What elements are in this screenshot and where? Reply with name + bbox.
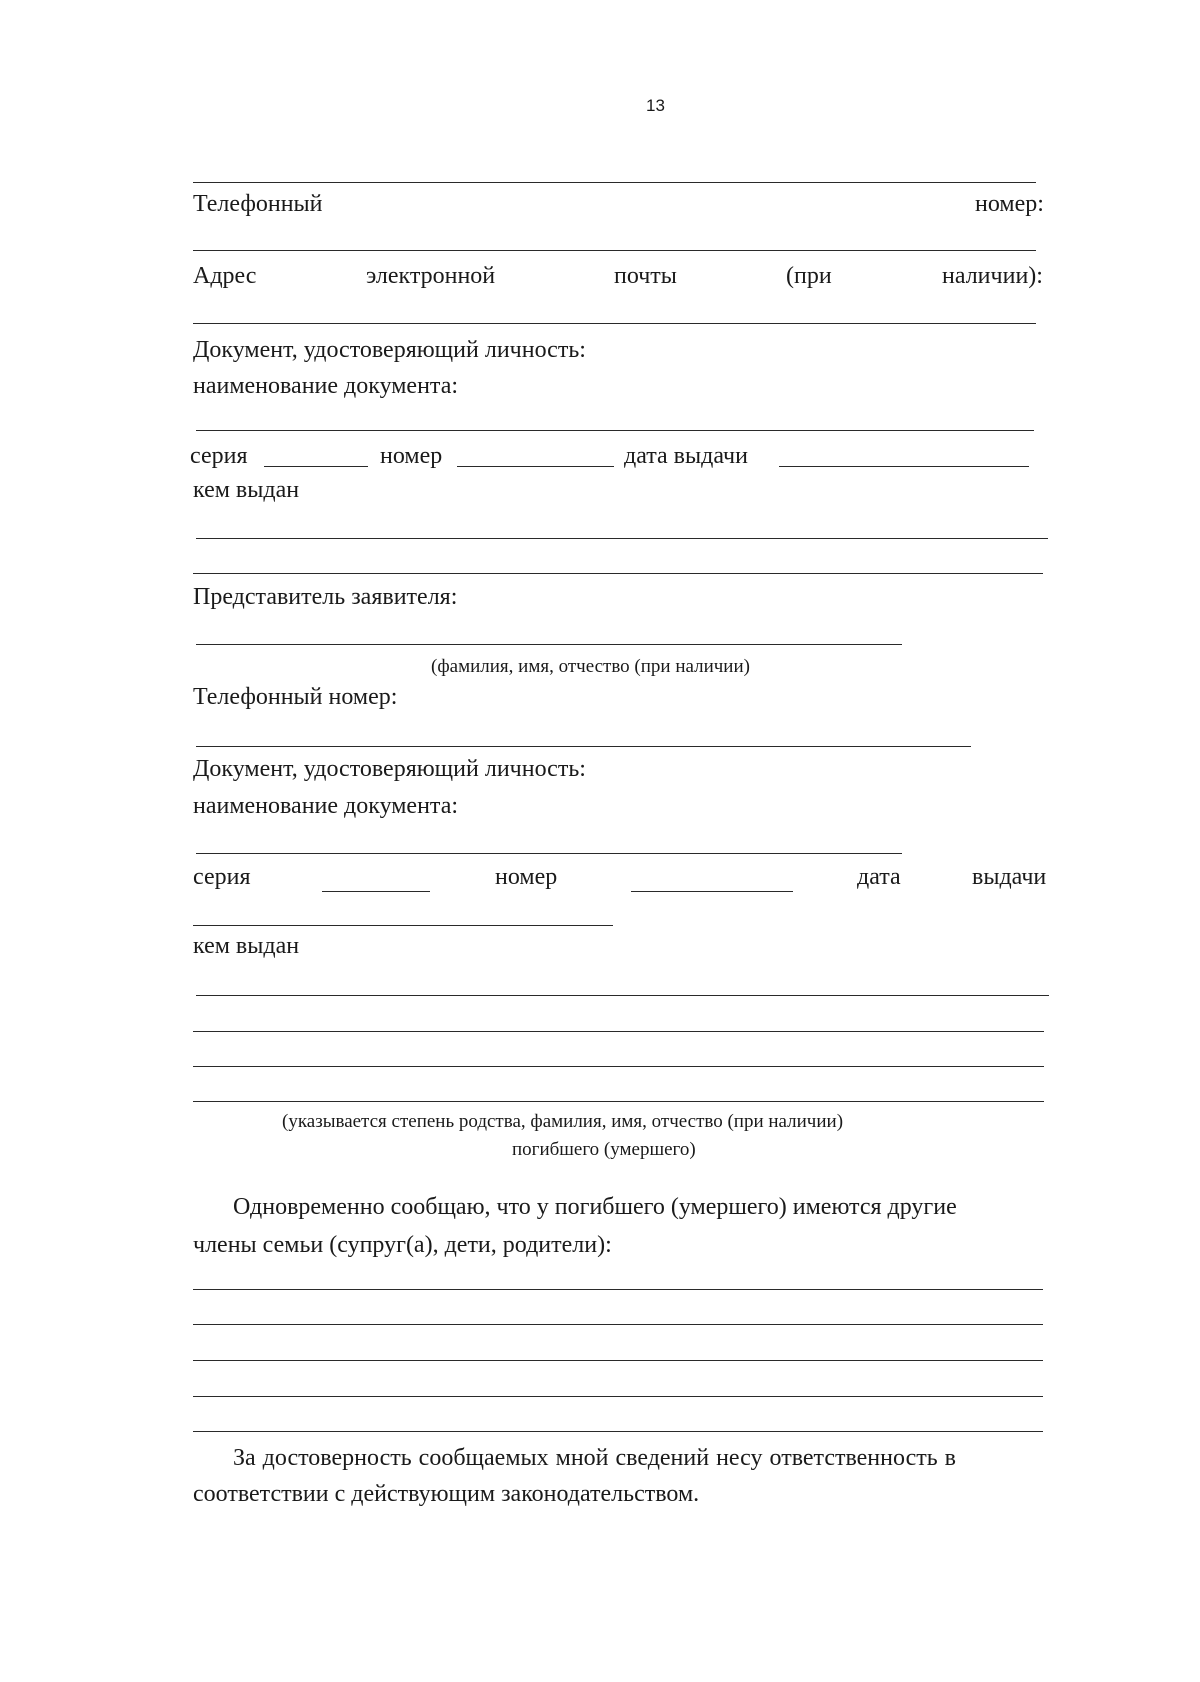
relation-caption-line2: погибшего (умершего): [512, 1139, 696, 1160]
family-statement-line2: члены семьи (супруг(а), дети, родители):: [193, 1232, 612, 1258]
responsibility-statement-line2: соответствии с действующим законодательством.: [193, 1481, 700, 1507]
email-label-part: (при: [786, 263, 832, 289]
issue-date-field-underline[interactable]: [779, 466, 1029, 467]
id-document-name-underline[interactable]: [196, 430, 1034, 431]
family-statement-line1: Одновременно сообщаю, что у погибшего (умершего) имеются другие: [233, 1194, 957, 1220]
phone-label: Телефонный: [193, 191, 323, 217]
relation-caption-line1: (указывается степень родства, фамилия, имя, отчество (при наличии): [282, 1111, 844, 1132]
issue-date-label: дата выдачи: [624, 443, 748, 469]
email-label-part: почты: [614, 263, 677, 289]
representative-issued-by-underline[interactable]: [193, 1101, 1044, 1102]
representative-number-underline[interactable]: [631, 891, 793, 892]
representative-issue-label: выдачи: [972, 864, 1047, 890]
family-members-underline[interactable]: [193, 1324, 1043, 1325]
representative-name-underline[interactable]: [196, 644, 902, 645]
issued-by-underline[interactable]: [196, 538, 1048, 539]
id-document-name-label: наименование документа:: [193, 373, 459, 399]
representative-series-underline[interactable]: [322, 891, 430, 892]
id-document-heading: Документ, удостоверяющий личность:: [193, 337, 586, 363]
applicant-field-underline[interactable]: [193, 182, 1036, 183]
family-members-underline[interactable]: [193, 1360, 1043, 1361]
responsibility-statement-line1: За достоверность сообщаемых мной сведений несу ответственность в: [233, 1445, 957, 1471]
representative-phone-label: Телефонный номер:: [193, 684, 398, 710]
representative-heading: Представитель заявителя:: [193, 584, 458, 610]
representative-phone-underline[interactable]: [196, 746, 971, 747]
representative-name-caption: (фамилия, имя, отчество (при наличии): [431, 656, 750, 677]
representative-issued-by-label: кем выдан: [193, 933, 300, 959]
representative-issued-by-underline[interactable]: [196, 995, 1049, 996]
representative-id-document-name-underline[interactable]: [196, 853, 902, 854]
phone-field-underline[interactable]: [193, 250, 1036, 251]
email-label-part: Адрес: [193, 263, 257, 289]
email-field-underline[interactable]: [193, 323, 1036, 324]
series-field-underline[interactable]: [264, 466, 368, 467]
representative-issued-by-underline[interactable]: [193, 1066, 1044, 1067]
representative-number-label: номер: [495, 864, 558, 890]
issued-by-label: кем выдан: [193, 477, 300, 503]
email-label-part: электронной: [366, 263, 496, 289]
series-label: серия: [190, 443, 248, 469]
number-field-underline[interactable]: [457, 466, 614, 467]
representative-series-label: серия: [193, 864, 251, 890]
family-members-underline[interactable]: [193, 1396, 1043, 1397]
page-number: 13: [646, 96, 665, 115]
family-members-underline[interactable]: [193, 1431, 1043, 1432]
representative-id-document-heading: Документ, удостоверяющий личность:: [193, 756, 586, 782]
representative-id-document-name-label: наименование документа:: [193, 793, 459, 819]
email-label-part: наличии):: [942, 263, 1043, 289]
phone-label-suffix: номер:: [975, 191, 1044, 217]
representative-issue-date-underline[interactable]: [193, 925, 613, 926]
number-label: номер: [380, 443, 443, 469]
representative-date-label: дата: [857, 864, 901, 890]
representative-issued-by-underline[interactable]: [193, 1031, 1044, 1032]
issued-by-underline[interactable]: [193, 573, 1043, 574]
family-members-underline[interactable]: [193, 1289, 1043, 1290]
